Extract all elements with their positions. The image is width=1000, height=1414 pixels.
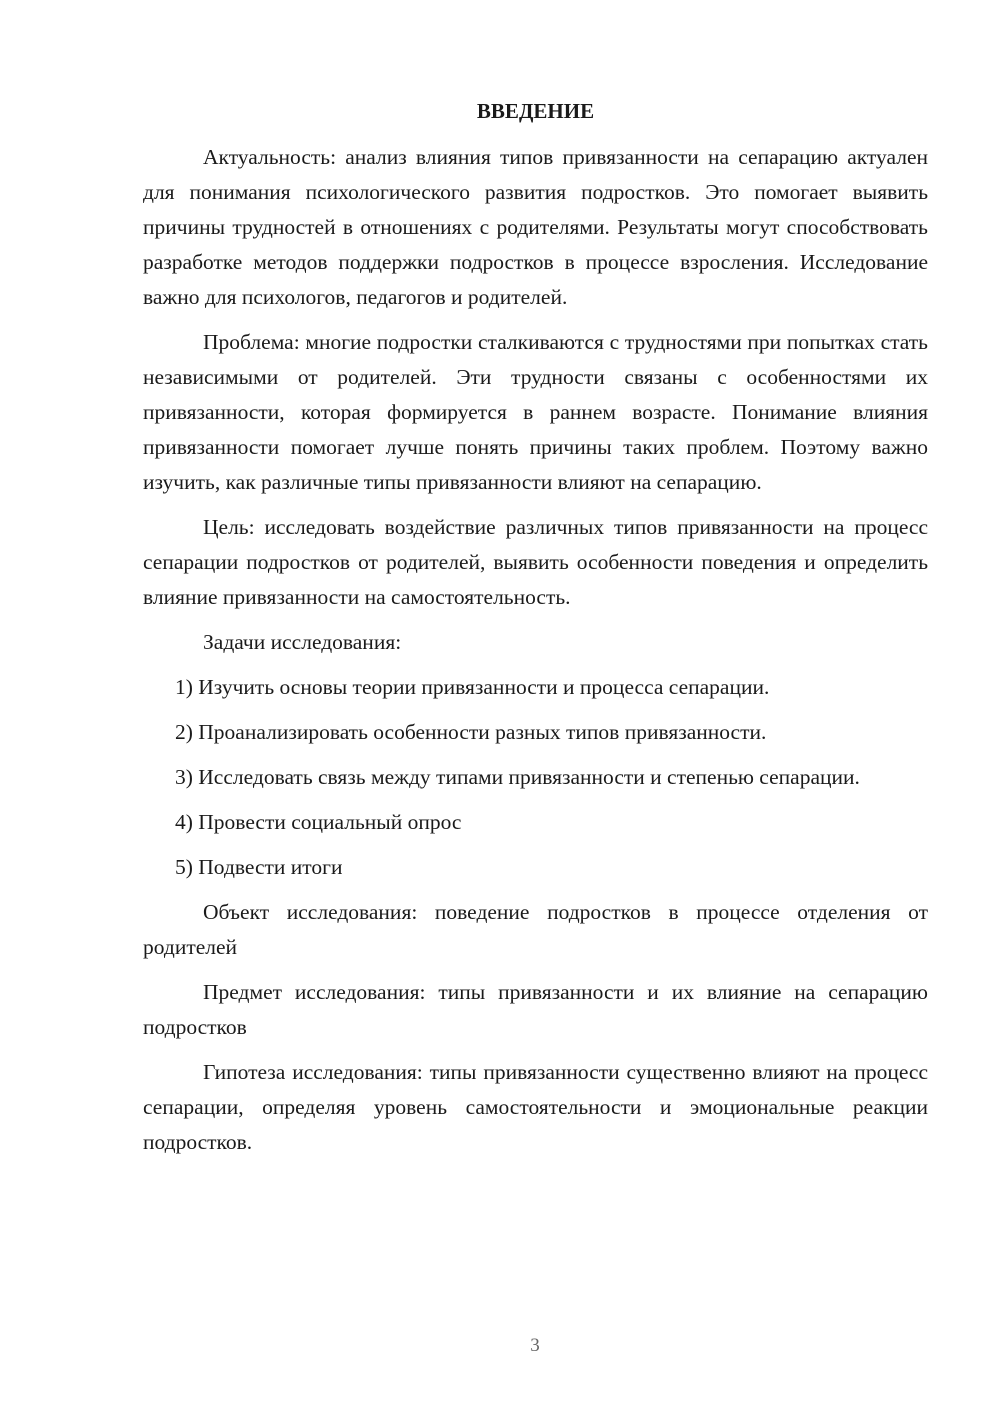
relevance-paragraph: Актуальность: анализ влияния типов привязанности на сепарацию актуален для понимания психологического развития подростков. Это помогает выявить причины трудностей в отношениях с родителями. Результаты могут способствовать разработке методов поддержки подростков в процессе взросления. Исследование важно для психологов, педагогов и родителей. xyxy=(143,145,928,309)
task-item: 3) Исследовать связь между типами привязанности и степенью сепарации. xyxy=(175,765,860,789)
page-title: ВВЕДЕНИЕ xyxy=(476,99,595,123)
page-number: 3 xyxy=(530,1335,540,1356)
tasks-label: Задачи исследования: xyxy=(203,630,402,654)
subject-paragraph: Предмет исследования: типы привязанности и их влияние на сепарацию подростков xyxy=(143,980,928,1039)
task-item: 4) Провести социальный опрос xyxy=(175,810,462,834)
task-item: 1) Изучить основы теории привязанности и процесса сепарации. xyxy=(175,675,770,699)
goal-paragraph: Цель: исследовать воздействие различных типов привязанности на процесс сепарации подростков от родителей, выявить особенности поведения и определить влияние привязанности на самостоятельность. xyxy=(143,515,928,609)
hypothesis-paragraph: Гипотеза исследования: типы привязанности существенно влияют на процесс сепарации, определяя уровень самостоятельности и эмоциональные реакции подростков. xyxy=(143,1060,928,1154)
task-item: 2) Проанализировать особенности разных типов привязанности. xyxy=(175,720,767,744)
object-paragraph: Объект исследования: поведение подростков в процессе отделения от родителей xyxy=(143,900,928,959)
problem-paragraph: Проблема: многие подростки сталкиваются с трудностями при попытках стать независимыми от родителей. Эти трудности связаны с особенностями их привязанности, которая формируется в раннем возрасте. Понимание влияния привязанности помогает лучше понять причины таких проблем. Поэтому важно изучить, как различные типы привязанности влияют на сепарацию. xyxy=(143,330,928,494)
document-page xyxy=(143,94,928,1170)
task-item: 5) Подвести итоги xyxy=(175,855,343,879)
